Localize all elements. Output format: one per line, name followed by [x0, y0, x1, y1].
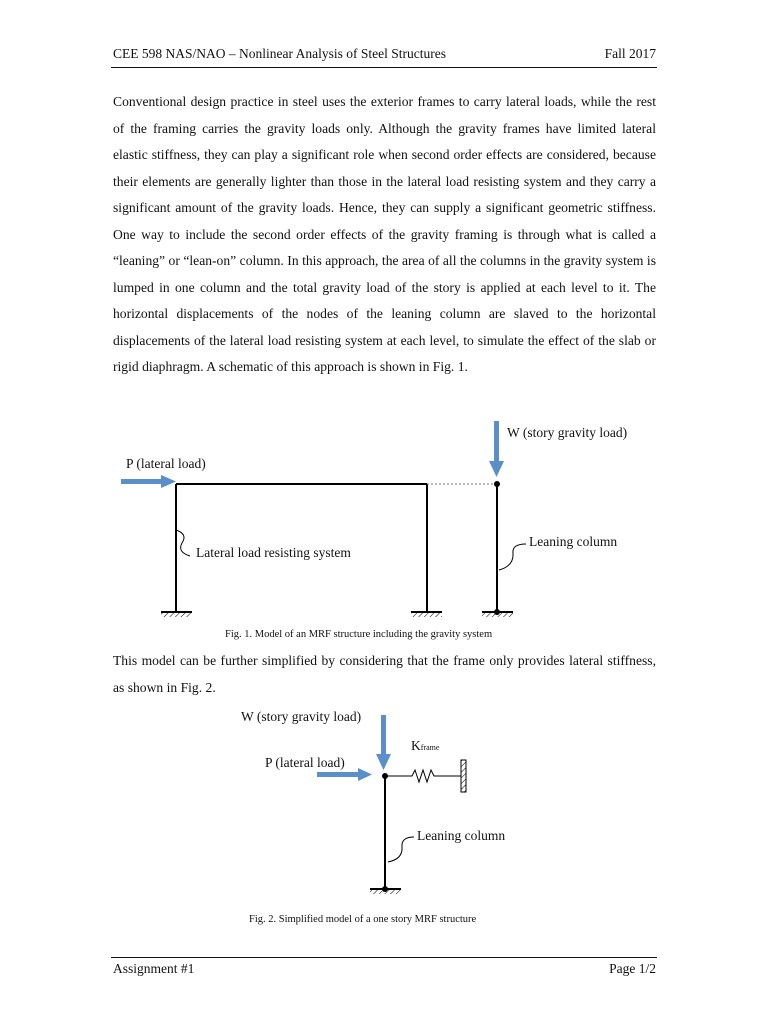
- fig1-lateral-label: P (lateral load): [126, 456, 206, 471]
- fig2-support: [370, 889, 401, 894]
- figure-1-caption: Fig. 1. Model of an MRF structure including the gravity system: [225, 629, 493, 640]
- fig2-lateral-label: P (lateral load): [265, 755, 345, 770]
- fig2-gravity-label: W (story gravity load): [241, 709, 362, 724]
- figure-2-caption: Fig. 2. Simplified model of a one story MRF structure: [249, 914, 477, 925]
- simplification-paragraph: This model can be further simplified by considering that the frame only provides lateral stiffness, as shown in Fig. 2.: [113, 653, 656, 695]
- course-title: CEE 598 NAS/NAO – Nonlinear Analysis of Steel Structures: [113, 46, 446, 61]
- page-footer: [113, 961, 656, 977]
- spring-wall-support: [461, 760, 466, 792]
- fig2-gravity-load-arrow: [376, 715, 391, 770]
- intro-paragraph: Conventional design practice in steel uses the exterior frames to carry lateral loads, while the rest of the framing carries the gravity loads only. Although the gravity frames have limited lateral elastic stiffness, they can play a significant role when second order effects are considered, because their elements are generally lighter than those in the lateral load resisting system and they carry a significant amount of the gravity loads. Hence, they can supply a significant geometric stiffness. One way to include the second order effects of the gravity framing is through what is called a “leaning” or “lean-on” column. In this approach, the area of all the columns in the gravity system is lumped in one column and the total gravity load of the story is applied at each level to it. The horizontal displacements of the nodes of the leaning column are slaved to the horizontal displacements of the lateral load resisting system at each level, to simulate the effect of the slab or rigid diaphragm. A schematic of this approach is shown in Fig. 1.: [113, 94, 656, 374]
- spring-stiffness-label: [411, 738, 439, 754]
- fig2-leaning-leader-line: [388, 837, 414, 862]
- fig2-leaning-label: Leaning column: [417, 828, 506, 843]
- page-number: Page 1/2: [609, 961, 656, 976]
- spring-label-subscript: frame: [420, 743, 440, 752]
- footer-divider: [111, 957, 657, 958]
- assignment-label: Assignment #1: [113, 961, 195, 976]
- spring-label-main: K: [411, 738, 421, 753]
- term: Fall 2017: [604, 46, 656, 61]
- frame-spring: [385, 770, 461, 782]
- fig1-system-label: Lateral load resisting system: [196, 545, 351, 560]
- fig1-gravity-label: W (story gravity load): [507, 425, 628, 440]
- fig1-leaning-label: Leaning column: [529, 534, 618, 549]
